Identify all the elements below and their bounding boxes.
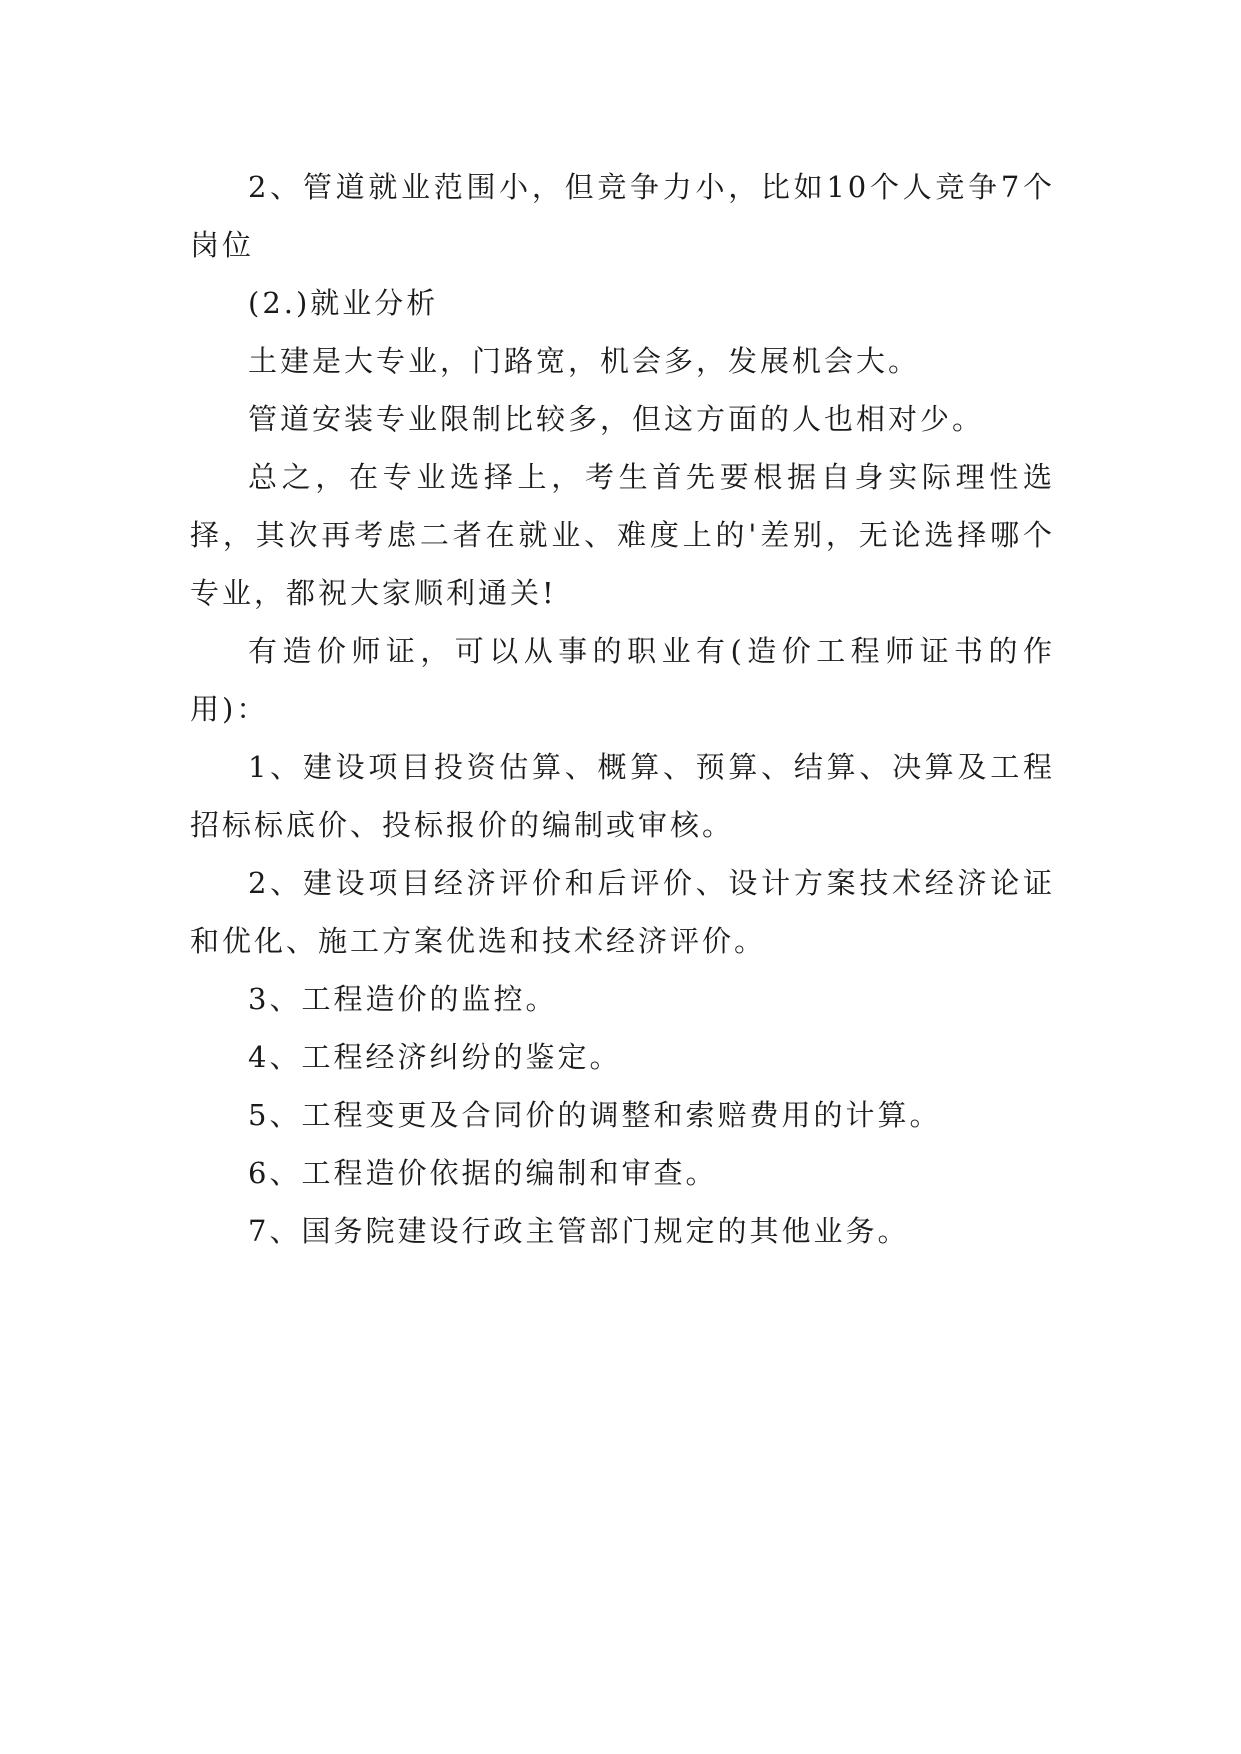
list-item-5: 5、工程变更及合同价的调整和索赔费用的计算。	[248, 1098, 942, 1132]
paragraph-cost-engineer-intro: 有造价师证，可以从事的职业有(造价工程师证书的作用)：	[190, 634, 1055, 726]
paragraph-pipe-installation: 管道安装专业限制比较多，但这方面的人也相对少。	[248, 402, 985, 436]
list-item-2: 2、建设项目经济评价和后评价、设计方案技术经济论证和优化、施工方案优选和技术经济评价。	[190, 866, 1055, 958]
list-item-4: 4、工程经济纠纷的鉴定。	[248, 1040, 622, 1074]
list-item-3: 3、工程造价的监控。	[248, 982, 558, 1016]
list-item-6: 6、工程造价依据的编制和审查。	[248, 1156, 718, 1190]
document-body	[190, 158, 1055, 1260]
paragraph-summary: 总之，在专业选择上，考生首先要根据自身实际理性选择，其次再考虑二者在就业、难度上的'差别，无论选择哪个专业，都祝大家顺利通关!	[190, 460, 1055, 610]
paragraph-pipe-employment: 2、管道就业范围小，但竞争力小，比如10个人竞争7个岗位	[190, 170, 1055, 262]
list-item-7: 7、国务院建设行政主管部门规定的其他业务。	[248, 1214, 910, 1248]
paragraph-civil-engineering: 土建是大专业，门路宽，机会多，发展机会大。	[248, 344, 921, 378]
paragraph-employment-analysis-heading: (2.)就业分析	[248, 286, 439, 320]
list-item-1: 1、建设项目投资估算、概算、预算、结算、决算及工程招标标底价、投标报价的编制或审核。	[190, 750, 1055, 842]
